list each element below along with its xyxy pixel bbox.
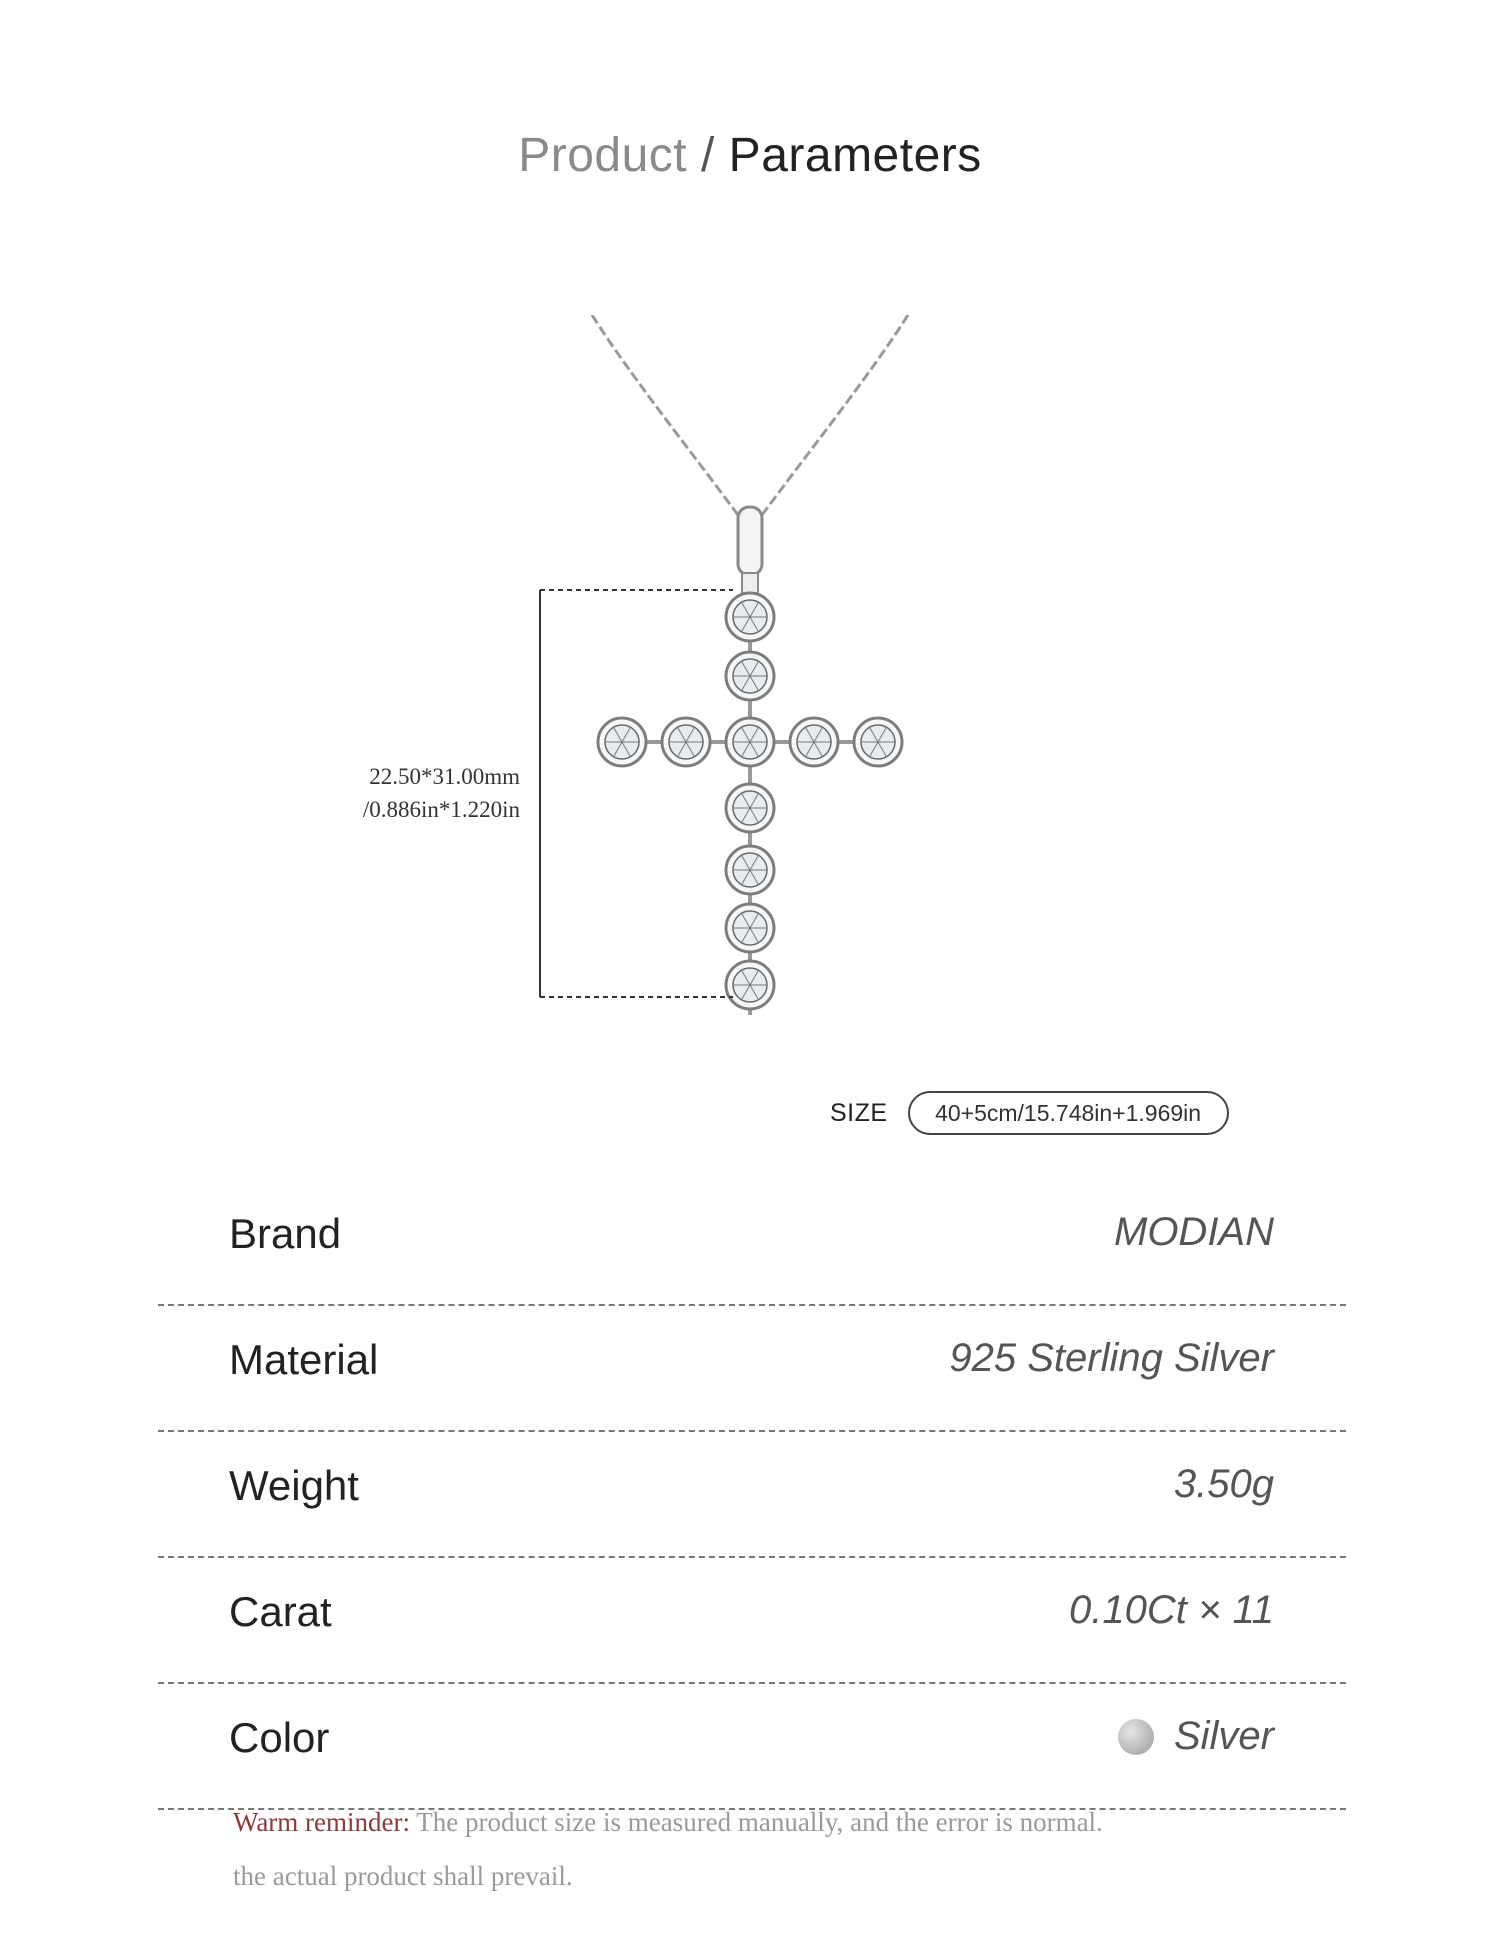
param-row-material [158, 1306, 1346, 1432]
dimension-bracket [538, 589, 738, 998]
reminder-accent: Warm reminder: [233, 1807, 411, 1837]
parameter-table [158, 1180, 1346, 1810]
param-value: 3.50g [1173, 1462, 1274, 1506]
param-value: 925 Sterling Silver [949, 1336, 1274, 1380]
silver-swatch-icon [1118, 1719, 1154, 1755]
title-separator: / [700, 129, 715, 182]
pendant-bail [738, 507, 762, 575]
param-label: Color [229, 1714, 330, 1761]
title-parameters: Parameters [728, 129, 982, 182]
param-label: Weight [229, 1462, 359, 1509]
param-label: Brand [229, 1210, 342, 1257]
title-product: Product [518, 129, 688, 182]
param-value: 0.10Ct × 11 [1069, 1588, 1274, 1632]
param-row-carat [158, 1558, 1346, 1684]
reminder-line2: the actual product shall prevail. [233, 1861, 573, 1891]
param-row-weight [158, 1432, 1346, 1558]
param-value: MODIAN [1114, 1210, 1274, 1254]
param-row-brand [158, 1180, 1346, 1306]
size-label: SIZE [830, 1098, 888, 1127]
param-label: Material [229, 1336, 379, 1383]
warm-reminder [233, 1795, 1333, 1903]
size-row [830, 1089, 1229, 1137]
pendant-dimensions [300, 760, 520, 826]
necklace-chain [592, 315, 908, 515]
dimension-mm: 22.50*31.00mm [369, 764, 520, 789]
color-value-text: Silver [1173, 1714, 1274, 1758]
param-row-color [158, 1684, 1346, 1810]
size-value-pill: 40+5cm/15.748in+1.969in [908, 1091, 1229, 1135]
pendant-link [742, 573, 758, 593]
dimension-in: /0.886in*1.220in [362, 797, 520, 822]
param-value [1118, 1714, 1274, 1759]
reminder-line1: The product size is measured manually, and the error is normal. [410, 1807, 1103, 1837]
page-title [0, 128, 1500, 183]
param-label: Carat [229, 1588, 332, 1635]
